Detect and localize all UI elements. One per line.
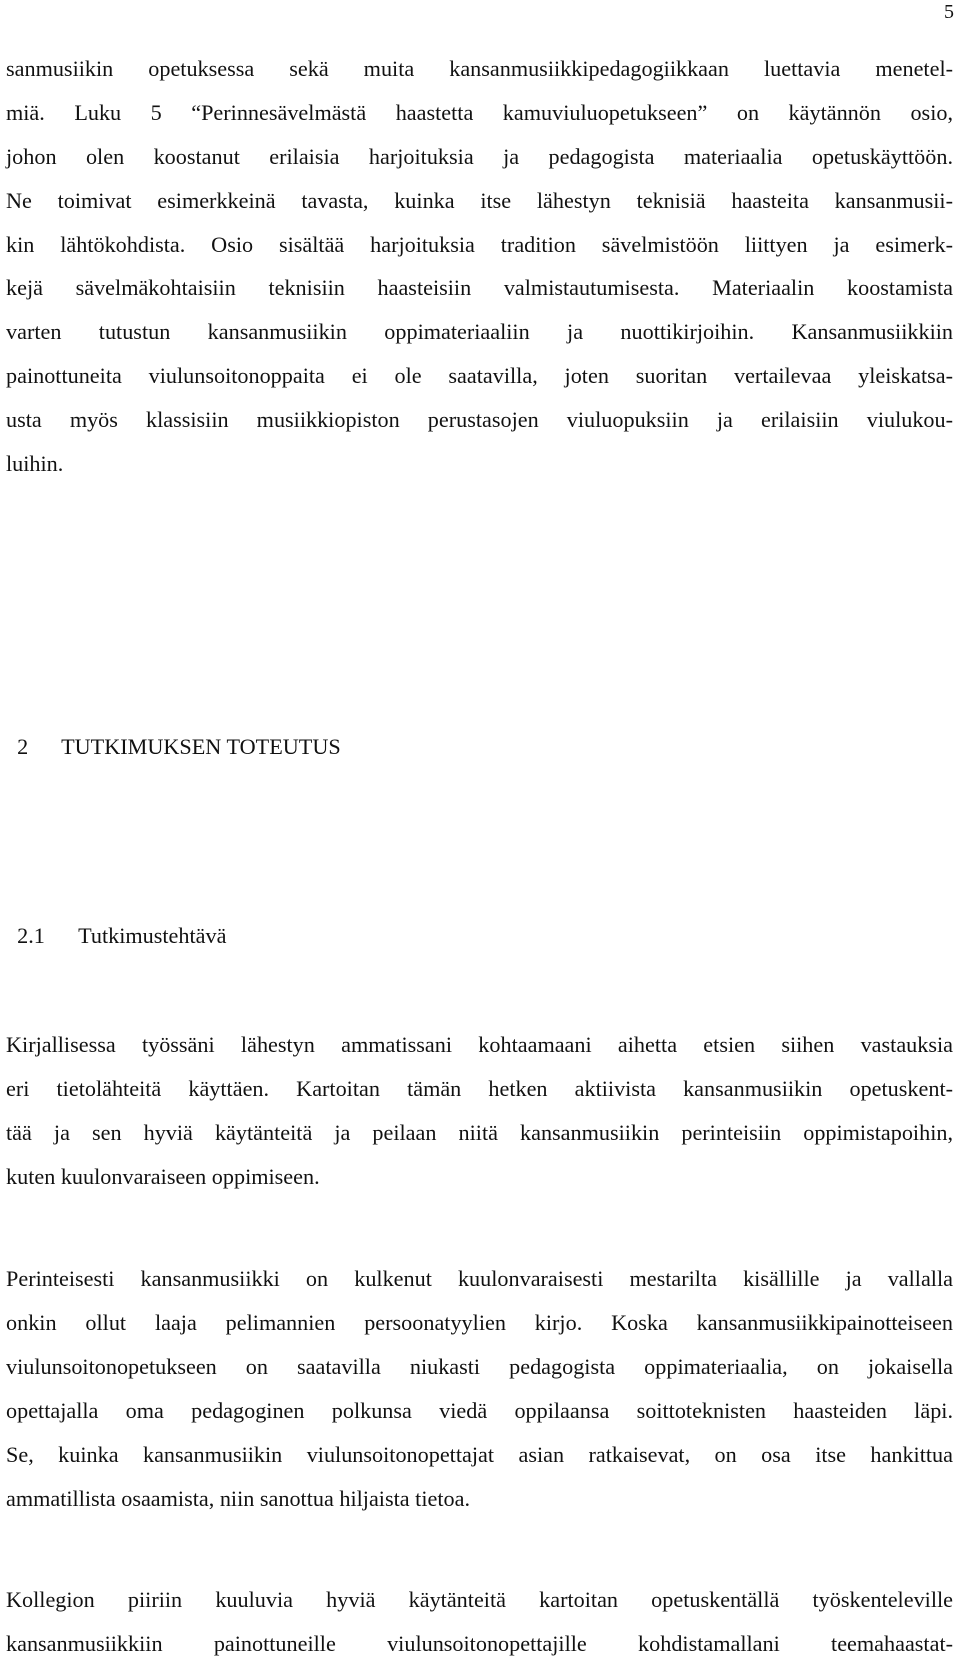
- chapter-heading: [6, 702, 341, 762]
- text-line: viulunsoitonopetukseen on saatavilla niukasti pedagogista oppimateriaalia, on jokaisella: [6, 1354, 953, 1379]
- text-line: Kirjallisessa työssäni lähestyn ammatissani kohtaamaani aihetta etsien siihen vastauksia: [6, 1032, 953, 1057]
- text-line: ammatillista osaamista, niin sanottua hiljaista tietoa.: [6, 1486, 470, 1511]
- chapter-number: 2: [17, 734, 29, 759]
- section-number: 2.1: [17, 923, 45, 948]
- chapter-title: TUTKIMUKSEN TOTEUTUS: [61, 734, 341, 759]
- text-line: miä. Luku 5 “Perinnesävelmästä haastetta kamuviuluopetukseen” on käytännön osio,: [6, 100, 953, 125]
- text-line: opettajalla oma pedagoginen polkunsa viedä oppilaansa soittoteknisten haasteiden läpi.: [6, 1398, 953, 1423]
- text-line: eri tietolähteitä käyttäen. Kartoitan tämän hetken aktiivista kansanmusiikin opetuskent-: [6, 1076, 953, 1101]
- text-line: tää ja sen hyviä käytänteitä ja peilaan niitä kansanmusiikin perinteisiin oppimistapoihin,: [6, 1120, 953, 1145]
- section-heading: [6, 891, 226, 951]
- text-line: Perinteisesti kansanmusiikki on kulkenut kuulonvaraisesti mestarilta kisällille ja vallalla: [6, 1266, 953, 1291]
- text-line: sanmusiikin opetuksessa sekä muita kansanmusiikkipedagogiikkaan luettavia menetel-: [6, 56, 953, 81]
- text-line: kuten kuulonvaraiseen oppimiseen.: [6, 1164, 320, 1189]
- text-line: johon olen koostanut erilaisia harjoituksia ja pedagogista materiaalia opetuskäyttöön.: [6, 144, 953, 169]
- text-line: Kollegion piiriin kuuluvia hyviä käytänteitä kartoitan opetuskentällä työskenteleville: [6, 1587, 953, 1612]
- text-line: onkin ollut laaja pelimannien persoonatyylien kirjo. Koska kansanmusiikkipainotteiseen: [6, 1310, 953, 1335]
- page-number: 5: [944, 1, 954, 23]
- text-line: kansanmusiikkiin painottuneille viulunsoitonopettajille kohdistamallani teemahaastat-: [6, 1631, 953, 1656]
- text-line: luihin.: [6, 451, 64, 476]
- text-line: kejä sävelmäkohtaisiin teknisiin haasteisiin valmistautumisesta. Materiaalin koostamista: [6, 275, 953, 300]
- section-title: Tutkimustehtävä: [78, 923, 227, 948]
- text-line: Ne toimivat esimerkkeinä tavasta, kuinka itse lähestyn teknisiä haasteita kansanmusii-: [6, 188, 953, 213]
- text-line: painottuneita viulunsoitonoppaita ei ole saatavilla, joten suoritan vertailevaa yleiskatsa-: [6, 363, 953, 388]
- text-line: Se, kuinka kansanmusiikin viulunsoitonopettajat asian ratkaisevat, on osa itse hankittua: [6, 1442, 953, 1467]
- text-line: varten tutustun kansanmusiikin oppimateriaaliin ja nuottikirjoihin. Kansanmusiikkiin: [6, 319, 953, 344]
- text-line: usta myös klassisiin musiikkiopiston perustasojen viuluopuksiin ja erilaisiin viulukou-: [6, 407, 953, 432]
- text-line: kin lähtökohdista. Osio sisältää harjoituksia tradition sävelmistöön liittyen ja esimerk-: [6, 232, 953, 257]
